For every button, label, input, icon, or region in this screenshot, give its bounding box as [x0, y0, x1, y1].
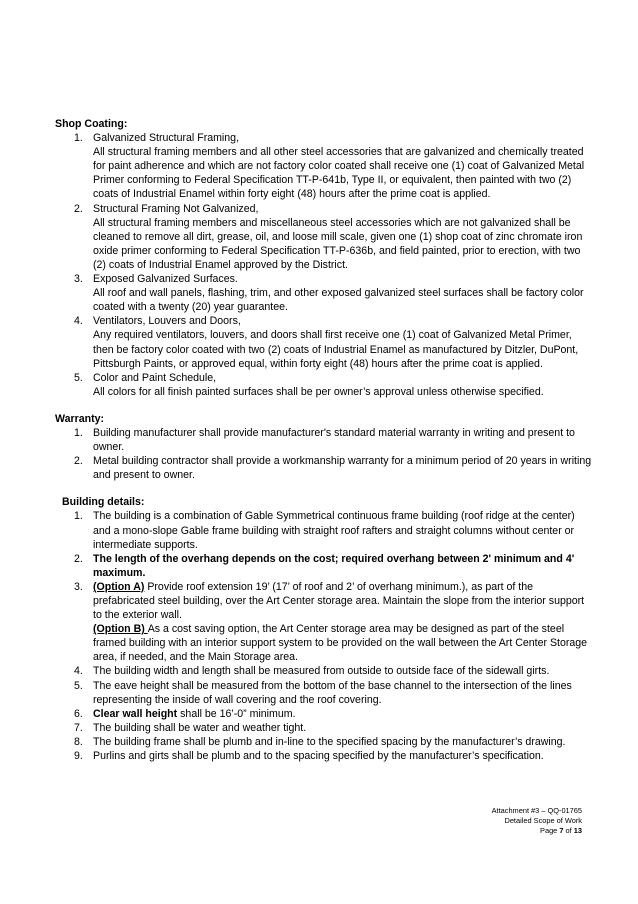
- option-a-label: (Option A): [93, 580, 145, 593]
- item-number: 5.: [74, 679, 83, 692]
- page-total: 13: [573, 826, 582, 835]
- list-item: [55, 454, 593, 482]
- item-number: 2.: [74, 455, 83, 468]
- item-text: The building shall be water and weather tight.: [93, 721, 307, 734]
- list-item: [55, 580, 593, 665]
- page-current: 7: [559, 826, 564, 835]
- item-number: 9.: [74, 750, 83, 763]
- item-text: The building width and length shall be measured from outside to outside face of the sidewall girts.: [93, 665, 550, 678]
- item-body: All colors for all finish painted surfaces shall be per owner’s approval unless otherwise specified.: [93, 385, 544, 398]
- footer-page-number: [492, 826, 582, 836]
- footer-attachment: Attachment #3 – QQ-01765: [491, 806, 582, 815]
- list-item: [55, 735, 593, 749]
- item-number: 3.: [74, 580, 83, 593]
- item-title: Structural Framing Not Galvanized,: [93, 202, 259, 215]
- list-item: [55, 664, 593, 678]
- item-body: All structural framing members and all other steel accessories that are galvanized and chemically treated for paint adherence and which are not factory color coated shall receive one (1) coat of Galvanized Metal Primer conforming to Federal Specification TT-P-641b, Type II, or equivalent, then painted with two (2) coats of Industrial Enamel within forty eight (48) hours after the prime coat is applied.: [93, 146, 585, 201]
- list-item: [55, 202, 593, 272]
- item-number: 6.: [74, 707, 83, 720]
- list-item: [55, 131, 593, 201]
- shop-coating-heading: Shop Coating:: [55, 118, 128, 130]
- building-details-section: [55, 495, 593, 763]
- item-number: 1.: [74, 426, 83, 439]
- list-item: [55, 721, 593, 735]
- clear-wall-height-label: Clear wall height: [93, 707, 178, 720]
- option-b-label: (Option B): [93, 623, 148, 636]
- item-number: 2.: [74, 202, 83, 215]
- item-number: 8.: [74, 735, 83, 748]
- warranty-heading: Warranty:: [55, 412, 105, 425]
- list-item: [55, 707, 593, 721]
- building-details-list: [55, 509, 593, 763]
- item-text: The building is a combination of Gable Symmetrical continuous frame building (roof ridge at the center) and a mono-slope Gable frame building with straight roof rafters and straight columns without center or intermediate supports.: [93, 510, 575, 551]
- option-b-text: As a cost saving option, the Art Center storage area may be designed as part of the steel framed building with an interior support system to be provided on the wall between the Art Center Storage area, if needed, and the Main Storage area.: [93, 623, 588, 664]
- document-content: [55, 117, 593, 776]
- page-prefix: Page: [540, 826, 560, 835]
- item-title: Galvanized Structural Framing,: [93, 132, 240, 145]
- item-body: All roof and wall panels, flashing, trim, and other exposed galvanized steel surfaces shall be factory color coated with a twenty (20) year guarantee.: [93, 287, 584, 314]
- item-body: All structural framing members and miscellaneous steel accessories which are not galvanized shall be cleaned to remove all dirt, grease, oil, and loose mill scale, given one (1) shop coat of zinc chromate iron oxide primer conforming to Federal Specification TT-P-636b, and field painted, prior to erection, with two (2) coats of Industrial Enamel approved by the District.: [93, 216, 583, 271]
- item-title: Exposed Galvanized Surfaces.: [93, 273, 238, 286]
- item-body: Any required ventilators, louvers, and doors shall first receive one (1) coat of Galvanized Metal Primer, then be factory color coated with two (2) coats of Industrial Enamel as manufactured by Ditzler, DuPont, Pittsburgh Paints, or approved equal, within forty eight (48) hours after the prime coat is applied.: [93, 329, 579, 370]
- item-number: 5.: [74, 371, 83, 384]
- item-number: 1.: [74, 132, 83, 145]
- page-footer: [492, 806, 582, 836]
- list-item: [55, 314, 593, 370]
- item-number: 4.: [74, 665, 83, 678]
- building-details-heading: Building details:: [62, 496, 145, 509]
- shop-coating-section: [55, 117, 593, 399]
- item-title: Ventilators, Louvers and Doors,: [93, 315, 241, 328]
- option-a-text: Provide roof extension 19’ (17’ of roof and 2’ of overhang minimum.), as part of the prefabricated steel building, over the Art Center storage area. Maintain the slope from the interior support to the exterior wall.: [93, 580, 585, 622]
- page-of: of: [563, 826, 574, 835]
- list-item: [55, 509, 593, 551]
- warranty-list: [55, 426, 593, 482]
- list-item: [55, 371, 593, 399]
- item-number: 1.: [74, 510, 83, 523]
- item-number: 4.: [74, 315, 83, 328]
- footer-doc-title: Detailed Scope of Work: [504, 816, 582, 825]
- warranty-section: [55, 412, 593, 482]
- shop-coating-list: [55, 131, 593, 399]
- item-number: 3.: [74, 273, 83, 286]
- item-text: shall be 16’-0” minimum.: [177, 707, 296, 720]
- list-item: [55, 426, 593, 454]
- item-text: Building manufacturer shall provide manufacturer's standard material warranty in writing and present to owner.: [93, 426, 575, 454]
- item-text-bold: The length of the overhang depends on the cost; required overhang between 2' minimum and 4' maximum.: [93, 552, 575, 579]
- item-text: Purlins and girts shall be plumb and to the spacing specified by the manufacturer’s specification.: [93, 750, 544, 763]
- item-number: 2.: [74, 552, 83, 565]
- item-number: 7.: [74, 721, 83, 734]
- list-item: [55, 552, 593, 580]
- item-text: Metal building contractor shall provide a workmanship warranty for a minimum period of 20 years in writing and present to owner.: [93, 455, 592, 482]
- list-item: [55, 679, 593, 707]
- list-item: [55, 749, 593, 763]
- item-text: The eave height shall be measured from the bottom of the base channel to the intersection of the lines representing the inside of wall covering and the roof covering.: [93, 679, 572, 706]
- item-title: Color and Paint Schedule,: [93, 371, 217, 384]
- item-text: The building frame shall be plumb and in-line to the specified spacing by the manufacturer’s drawing.: [93, 735, 566, 748]
- list-item: [55, 272, 593, 314]
